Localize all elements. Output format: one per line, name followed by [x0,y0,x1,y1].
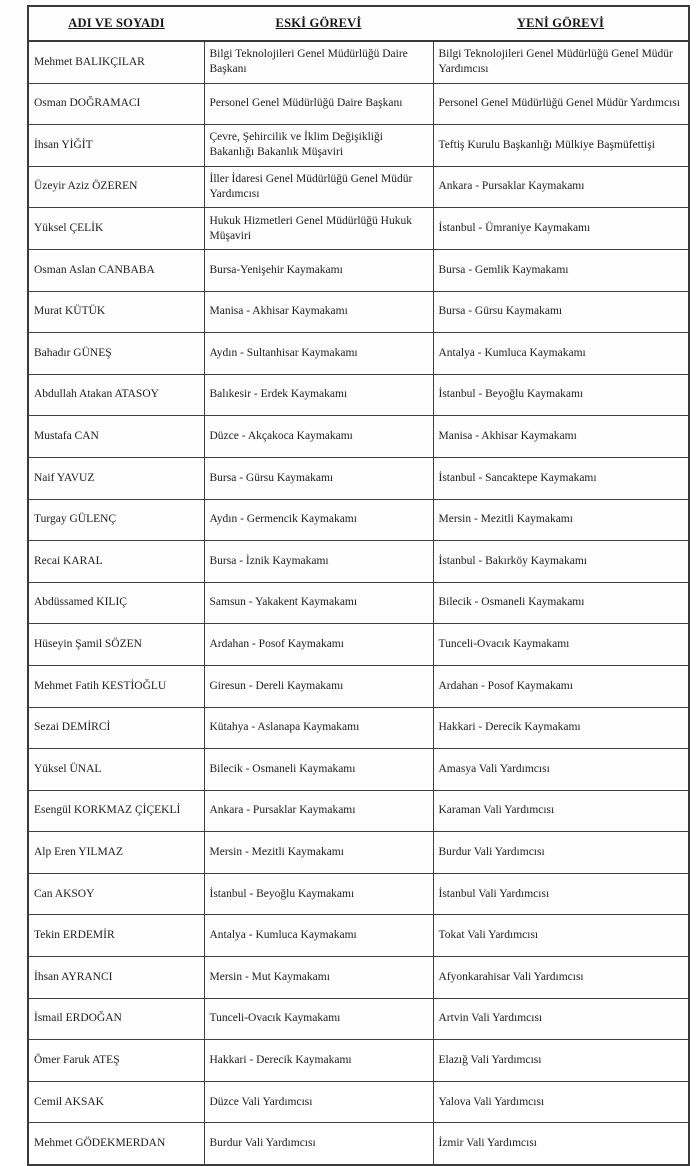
table-cell-name: İhsan YİĞİT [28,125,204,167]
table-cell-old-position: İstanbul - Beyoğlu Kaymakamı [204,873,433,915]
table-cell-old-position: Hakkari - Derecik Kaymakamı [204,1040,433,1082]
table-cell-old-position: Bilecik - Osmaneli Kaymakamı [204,749,433,791]
table-row [28,291,689,333]
table-cell-name: Üzeyir Aziz ÖZEREN [28,166,204,208]
table-cell-new-position: Tokat Vali Yardımcısı [433,915,689,957]
table-cell-old-position: Personel Genel Müdürlüğü Daire Başkanı [204,83,433,125]
table-cell-new-position: Karaman Vali Yardımcısı [433,790,689,832]
table-cell-name: Yüksel ÇELİK [28,208,204,250]
table-cell-name: İhsan AYRANCI [28,957,204,999]
table-cell-name: Mehmet BALIKÇILAR [28,41,204,83]
table-row [28,957,689,999]
table-row [28,249,689,291]
table-cell-name: Alp Eren YILMAZ [28,832,204,874]
column-header-new-position: YENİ GÖREVİ [433,6,689,41]
table-row [28,416,689,458]
table-row [28,166,689,208]
table-cell-old-position: Bursa - İznik Kaymakamı [204,541,433,583]
table-row [28,915,689,957]
table-row [28,832,689,874]
table-cell-new-position: Teftiş Kurulu Başkanlığı Mülkiye Başmüfettişi [433,125,689,167]
table-row [28,1081,689,1123]
table-cell-old-position: Ardahan - Posof Kaymakamı [204,624,433,666]
table-row [28,1040,689,1082]
table-body [28,41,689,1165]
table-cell-name: Naif YAVUZ [28,457,204,499]
table-row [28,83,689,125]
table-cell-new-position: Bursa - Gemlik Kaymakamı [433,249,689,291]
table-cell-old-position: Mersin - Mut Kaymakamı [204,957,433,999]
table-cell-old-position: Samsun - Yakakent Kaymakamı [204,582,433,624]
table-cell-new-position: Ardahan - Posof Kaymakamı [433,665,689,707]
table-row [28,1123,689,1165]
table-cell-name: İsmail ERDOĞAN [28,998,204,1040]
table-cell-name: Sezai DEMİRCİ [28,707,204,749]
table-cell-name: Abdüssamed KILIÇ [28,582,204,624]
table-row [28,790,689,832]
table-cell-new-position: Afyonkarahisar Vali Yardımcısı [433,957,689,999]
table-cell-new-position: İstanbul Vali Yardımcısı [433,873,689,915]
table-row [28,374,689,416]
table-cell-old-position: Mersin - Mezitli Kaymakamı [204,832,433,874]
table-cell-old-position: Çevre, Şehircilik ve İklim Değişikliği Bakanlığı Bakanlık Müşaviri [204,125,433,167]
table-cell-old-position: Düzce Vali Yardımcısı [204,1081,433,1123]
table-cell-name: Can AKSOY [28,873,204,915]
table-cell-name: Recai KARAL [28,541,204,583]
table-row [28,749,689,791]
table-cell-name: Tekin ERDEMİR [28,915,204,957]
table-row [28,541,689,583]
table-cell-new-position: Amasya Vali Yardımcısı [433,749,689,791]
table-cell-new-position: Bilecik - Osmaneli Kaymakamı [433,582,689,624]
table-cell-old-position: Balıkesir - Erdek Kaymakamı [204,374,433,416]
table-cell-name: Mehmet GÖDEKMERDAN [28,1123,204,1165]
column-header-name: ADI VE SOYADI [28,6,204,41]
table-cell-name: Mehmet Fatih KESTİOĞLU [28,665,204,707]
table-cell-name: Murat KÜTÜK [28,291,204,333]
table-row [28,998,689,1040]
table-cell-new-position: İzmir Vali Yardımcısı [433,1123,689,1165]
table-row [28,125,689,167]
table-cell-new-position: İstanbul - Bakırköy Kaymakamı [433,541,689,583]
table-cell-new-position: Elazığ Vali Yardımcısı [433,1040,689,1082]
table-cell-name: Osman Aslan CANBABA [28,249,204,291]
table-cell-new-position: Yalova Vali Yardımcısı [433,1081,689,1123]
table-row [28,707,689,749]
table-cell-new-position: Bursa - Gürsu Kaymakamı [433,291,689,333]
table-cell-old-position: Bursa - Gürsu Kaymakamı [204,457,433,499]
table-cell-old-position: Burdur Vali Yardımcısı [204,1123,433,1165]
table-cell-old-position: Manisa - Akhisar Kaymakamı [204,291,433,333]
table-cell-new-position: İstanbul - Beyoğlu Kaymakamı [433,374,689,416]
table-cell-old-position: Tunceli-Ovacık Kaymakamı [204,998,433,1040]
table-cell-new-position: Personel Genel Müdürlüğü Genel Müdür Yardımcısı [433,83,689,125]
table-cell-old-position: Düzce - Akçakoca Kaymakamı [204,416,433,458]
table-row [28,208,689,250]
table-cell-name: Turgay GÜLENÇ [28,499,204,541]
appointments-table [27,5,690,1166]
table-cell-old-position: Kütahya - Aslanapa Kaymakamı [204,707,433,749]
table-cell-new-position: Antalya - Kumluca Kaymakamı [433,333,689,375]
table-cell-old-position: Aydın - Sultanhisar Kaymakamı [204,333,433,375]
table-cell-new-position: İstanbul - Sancaktepe Kaymakamı [433,457,689,499]
table-cell-old-position: Hukuk Hizmetleri Genel Müdürlüğü Hukuk Müşaviri [204,208,433,250]
table-row [28,499,689,541]
table-cell-old-position: Bursa-Yenişehir Kaymakamı [204,249,433,291]
table-row [28,624,689,666]
table-cell-name: Bahadır GÜNEŞ [28,333,204,375]
table-header [28,6,689,41]
table-row [28,665,689,707]
table-row [28,582,689,624]
table-cell-name: Cemil AKSAK [28,1081,204,1123]
table-cell-new-position: Bilgi Teknolojileri Genel Müdürlüğü Genel Müdür Yardımcısı [433,41,689,83]
table-cell-old-position: Aydın - Germencik Kaymakamı [204,499,433,541]
table-cell-old-position: Giresun - Dereli Kaymakamı [204,665,433,707]
table-cell-old-position: İller İdaresi Genel Müdürlüğü Genel Müdür Yardımcısı [204,166,433,208]
table-cell-name: Ömer Faruk ATEŞ [28,1040,204,1082]
table-cell-name: Hüseyin Şamil SÖZEN [28,624,204,666]
table-cell-old-position: Bilgi Teknolojileri Genel Müdürlüğü Daire Başkanı [204,41,433,83]
table-cell-new-position: Burdur Vali Yardımcısı [433,832,689,874]
header-row [28,6,689,41]
table-row [28,457,689,499]
table-cell-old-position: Ankara - Pursaklar Kaymakamı [204,790,433,832]
table-cell-new-position: Hakkari - Derecik Kaymakamı [433,707,689,749]
table-cell-name: Esengül KORKMAZ ÇİÇEKLİ [28,790,204,832]
table-row [28,333,689,375]
table-cell-new-position: Ankara - Pursaklar Kaymakamı [433,166,689,208]
table-cell-new-position: Manisa - Akhisar Kaymakamı [433,416,689,458]
table-cell-name: Mustafa CAN [28,416,204,458]
table-cell-name: Yüksel ÜNAL [28,749,204,791]
table-cell-new-position: Artvin Vali Yardımcısı [433,998,689,1040]
table-cell-name: Abdullah Atakan ATASOY [28,374,204,416]
table-row [28,41,689,83]
table-cell-new-position: İstanbul - Ümraniye Kaymakamı [433,208,689,250]
table-cell-old-position: Antalya - Kumluca Kaymakamı [204,915,433,957]
table-cell-new-position: Mersin - Mezitli Kaymakamı [433,499,689,541]
column-header-old-position: ESKİ GÖREVİ [204,6,433,41]
table-cell-name: Osman DOĞRAMACI [28,83,204,125]
table-row [28,873,689,915]
table-cell-new-position: Tunceli-Ovacık Kaymakamı [433,624,689,666]
